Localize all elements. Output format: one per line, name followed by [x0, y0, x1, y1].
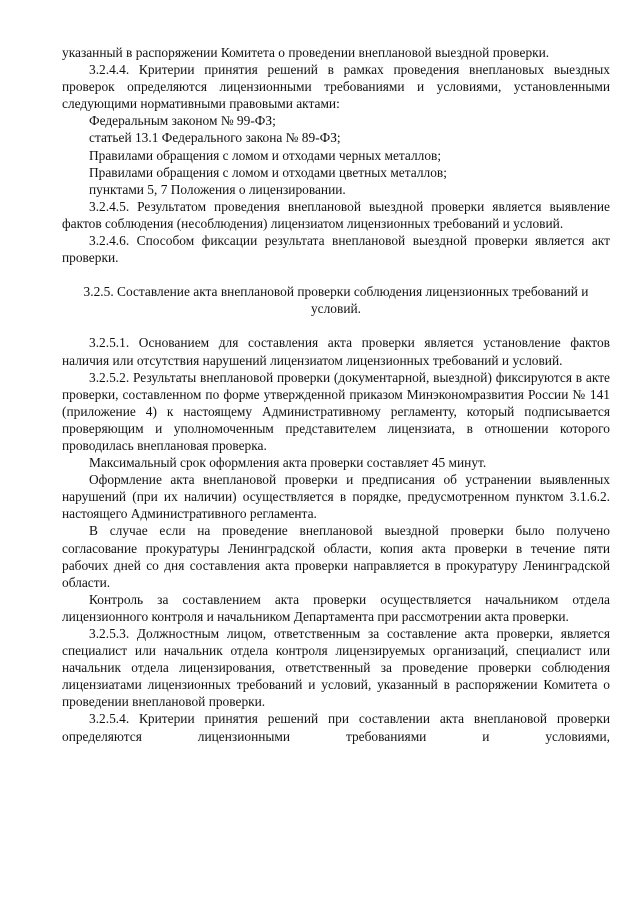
act-item: пунктами 5, 7 Положения о лицензировании. — [89, 181, 346, 197]
paragraph-3-2-5-2: 3.2.5.2. Результаты внеплановой проверки (документарной, выездной) фиксируются в акте проверки, составленном по форме утвержденной приказом Минэкономразвития России № 141 (приложение 4) к настоящему Административному регламенту, который подписывается проверяющим и уполномоченным представителем лицензиата, в отношении которого проводилась внеплановая проверка. — [62, 369, 610, 453]
paragraph-3-2-5-3: 3.2.5.3. Должностным лицом, ответственным за составление акта проверки, является специалист или начальник отдела контроля лицензируемых организаций, специалист или начальник отдела лицензирования, ответственный за проведение проверки соблюдения лицензиатами лицензионных требований и условий, указанный в распоряжении Комитета о проведении внеплановой проверки. — [62, 626, 610, 710]
paragraph-max-term: Максимальный срок оформления акта проверки составляет 45 минут. — [89, 455, 487, 471]
paragraph-prosecutor: В случае если на проведение внеплановой выездной проверки было получено согласование прокуратуры Ленинградской области, копия акта проверки в течение пяти рабочих дней со дня составления акта проверки направляется в прокуратуру Ленинградской области. — [62, 523, 610, 590]
spacer — [62, 317, 610, 334]
document-page — [62, 44, 610, 745]
paragraph-3-2-4-4: 3.2.4.4. Критерии принятия решений в рамках проведения внеплановых выездных проверок определяются лицензионными требованиями и условиями, установленными следующими нормативными правовыми актами: — [62, 62, 610, 112]
paragraph-3-2-4-5: 3.2.4.5. Результатом проведения внеплановой выездной проверки является выявление фактов соблюдения (несоблюдения) лицензиатом лицензионных требований и условий. — [62, 198, 610, 231]
act-item: Правилами обращения с ломом и отходами цветных металлов; — [89, 164, 447, 180]
paragraph-continuation: указанный в распоряжении Комитета о проведении внеплановой выездной проверки. — [62, 45, 550, 60]
spacer — [62, 266, 610, 283]
act-item: статьей 13.1 Федерального закона № 89-ФЗ; — [89, 130, 341, 146]
act-item: Федеральным законом № 99-ФЗ; — [89, 113, 276, 129]
paragraph-3-2-4-6: 3.2.4.6. Способом фиксации результата внеплановой выездной проверки является акт проверки. — [62, 233, 610, 266]
paragraph-control: Контроль за составлением акта проверки осуществляется начальником отдела лицензионного контроля и начальником Департамента при рассмотрении акта проверки. — [62, 591, 610, 624]
paragraph-3-2-5-1: 3.2.5.1. Основанием для составления акта проверки является установление фактов наличия или отсутствия нарушений лицензиатом лицензионных требований и условий. — [62, 335, 610, 368]
act-item: Правилами обращения с ломом и отходами черных металлов; — [89, 147, 442, 163]
section-heading: 3.2.5. Составление акта внеплановой проверки соблюдения лицензионных требований и условий. — [83, 284, 589, 317]
paragraph-formalization: Оформление акта внеплановой проверки и предписания об устранении выявленных нарушений (при их наличии) осуществляется в порядке, предусмотренном пунктом 3.1.6.2. настоящего Административного регламента. — [62, 472, 610, 522]
paragraph-3-2-5-4: 3.2.5.4. Критерии принятия решений при составлении акта внеплановой проверки определяются лицензионными требованиями и условиями, — [62, 711, 610, 744]
